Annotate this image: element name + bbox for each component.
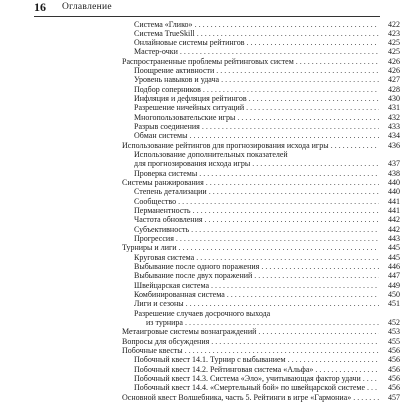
toc-entry — [122, 150, 400, 159]
toc-entry — [122, 327, 400, 336]
toc-entry — [122, 243, 400, 252]
toc-entry-title: Частота обновления . . . — [122, 215, 379, 224]
table-of-contents — [122, 20, 400, 402]
toc-entry-title: Многопользовательские игры . . . — [122, 113, 379, 122]
toc-entry-title: Швейцарская система . . . — [122, 281, 379, 290]
toc-entry-title: Основной квест Волшебника, часть 5. Рейтинги в игре «Гармониа» . . . — [122, 393, 379, 402]
toc-entry-title: Комбинированная система . . . — [122, 290, 379, 299]
toc-entry-title: Использование дополнительных показателей — [134, 150, 288, 160]
toc-entry-title: для прогнозирования исхода игры . . . — [122, 159, 379, 168]
toc-entry — [122, 318, 400, 327]
toc-entry — [122, 262, 400, 271]
toc-entry — [122, 281, 400, 290]
toc-entry — [122, 113, 400, 122]
toc-entry-page: 432 — [388, 112, 400, 122]
toc-entry-title: Система «Глико» . . . — [122, 20, 379, 29]
toc-entry-title: Инфляция и дефляция рейтингов . . . — [122, 94, 379, 103]
toc-entry-title: из турнира . . . — [122, 318, 379, 327]
toc-entry-title: Разрешение случаев досрочного выхода — [134, 308, 271, 318]
toc-entry-page: 440 — [388, 178, 400, 188]
toc-entry-title: Уровень навыков и удача . . . — [122, 75, 379, 84]
toc-entry-page: 456 — [388, 355, 400, 365]
toc-entry-title: Мастер-очки . . . — [122, 47, 379, 56]
toc-entry — [122, 131, 400, 140]
toc-entry — [122, 225, 400, 234]
toc-entry-page: 423 — [388, 28, 400, 38]
toc-entry — [122, 253, 400, 262]
toc-entry-page: 456 — [388, 383, 400, 393]
toc-entry — [122, 169, 400, 178]
toc-entry-title: Подбор соперников . . . — [122, 85, 379, 94]
toc-entry-page: 456 — [388, 345, 400, 355]
toc-entry-page: 456 — [388, 373, 400, 383]
toc-entry-title: Разрыв соединения . . . — [122, 122, 379, 131]
toc-entry-page: 445 — [388, 243, 400, 253]
toc-entry-page: 441 — [388, 196, 400, 206]
toc-entry — [122, 346, 400, 355]
toc-entry — [122, 383, 400, 392]
toc-entry — [122, 20, 400, 29]
toc-entry-title: Система TrueSkill . . . — [122, 29, 379, 38]
toc-entry-page: 425 — [388, 38, 400, 48]
toc-entry — [122, 393, 400, 402]
toc-entry-page: 447 — [388, 271, 400, 281]
toc-entry — [122, 141, 400, 150]
toc-entry-page: 436 — [388, 140, 400, 150]
toc-entry-title: Онлайновые системы рейтингов . . . — [122, 38, 379, 47]
toc-entry-title: Проверка системы . . . — [122, 169, 379, 178]
toc-entry-page: 445 — [388, 252, 400, 262]
toc-entry — [122, 38, 400, 47]
toc-entry-page: 428 — [388, 84, 400, 94]
toc-entry-page: 451 — [388, 299, 400, 309]
toc-entry — [122, 271, 400, 280]
toc-entry-title: Системы ранжирования . . . — [122, 178, 379, 187]
toc-entry-title: Вопросы для обсуждения . . . — [122, 337, 379, 346]
toc-entry-title: Прогрессия . . . — [122, 234, 379, 243]
toc-entry-page: 442 — [388, 215, 400, 225]
toc-entry — [122, 374, 400, 383]
toc-entry-page: 427 — [388, 75, 400, 85]
toc-entry-page: 456 — [388, 364, 400, 374]
toc-entry-title: Побочный квест 14.4. «Смертельный бой» по швейцарской системе . . . — [122, 383, 379, 392]
toc-entry-page: 450 — [388, 290, 400, 300]
toc-entry-page: 440 — [388, 187, 400, 197]
toc-entry — [122, 85, 400, 94]
toc-entry — [122, 47, 400, 56]
toc-entry-title: Выбывание после двух поражений . . . — [122, 271, 379, 280]
running-title: Оглавление — [62, 2, 112, 12]
toc-entry-page: 446 — [388, 262, 400, 272]
toc-entry — [122, 57, 400, 66]
toc-entry — [122, 122, 400, 131]
toc-entry-title: Использование рейтингов для прогнозирования исхода игры . . . — [122, 141, 379, 150]
toc-entry — [122, 355, 400, 364]
toc-entry-title: Лиги и сезоны . . . — [122, 299, 379, 308]
toc-entry-title: Побочный квест 14.3. Система «Эло», учитывающая фактор удачи . . . — [122, 374, 379, 383]
toc-entry-page: 453 — [388, 327, 400, 337]
toc-entry — [122, 94, 400, 103]
toc-entry-page: 449 — [388, 280, 400, 290]
toc-entry-title: Побочный квест 14.2. Рейтинговая система «Альфа» . . . — [122, 365, 379, 374]
toc-entry-page: 441 — [388, 206, 400, 216]
toc-entry-title: Степень детализации . . . — [122, 187, 379, 196]
page-number: 16 — [34, 0, 46, 14]
toc-entry-page: 425 — [388, 47, 400, 57]
toc-entry-page: 442 — [388, 224, 400, 234]
toc-entry-page: 452 — [388, 318, 400, 327]
toc-entry-title: Поощрение активности . . . — [122, 66, 379, 75]
toc-entry — [122, 290, 400, 299]
toc-entry-title: Побочный квест 14.1. Турнир с выбыванием . . . — [122, 355, 379, 364]
toc-entry-title: Круговая система . . . — [122, 253, 379, 262]
toc-entry-page: 438 — [388, 168, 400, 178]
toc-entry — [122, 75, 400, 84]
toc-entry-title: Побочные квесты . . . — [122, 346, 379, 355]
toc-entry-page: 433 — [388, 122, 400, 132]
toc-entry — [122, 337, 400, 346]
toc-entry — [122, 206, 400, 215]
toc-entry-page: 426 — [388, 56, 400, 66]
toc-entry — [122, 29, 400, 38]
toc-entry — [122, 66, 400, 75]
toc-entry-page: 455 — [388, 336, 400, 346]
toc-entry-page: 431 — [388, 103, 400, 113]
toc-entry-title: Выбывание после одного поражения . . . — [122, 262, 379, 271]
toc-entry-title: Распространенные проблемы рейтинговых систем . . . — [122, 57, 379, 66]
toc-entry — [122, 365, 400, 374]
toc-entry-title: Разрешение ничейных ситуаций . . . — [122, 103, 379, 112]
toc-entry-title: Турниры и лиги . . . — [122, 243, 379, 252]
toc-entry-page: 426 — [388, 66, 400, 76]
toc-entry — [122, 197, 400, 206]
toc-entry-page: 443 — [388, 234, 400, 244]
toc-entry-page: 457 — [388, 392, 400, 402]
toc-entry — [122, 234, 400, 243]
toc-entry-title: Перманентность . . . — [122, 206, 379, 215]
toc-entry-page: 434 — [388, 131, 400, 141]
toc-entry-page: 437 — [388, 159, 400, 169]
toc-entry-page: 430 — [388, 94, 400, 104]
toc-entry-title: Сообщество . . . — [122, 197, 379, 206]
toc-entry — [122, 309, 400, 318]
toc-entry — [122, 159, 400, 168]
page-header — [34, 0, 380, 17]
toc-entry — [122, 187, 400, 196]
toc-entry-title: Обман системы . . . — [122, 131, 379, 140]
toc-entry — [122, 103, 400, 112]
toc-entry-page: 422 — [388, 19, 400, 29]
toc-entry — [122, 299, 400, 308]
toc-entry — [122, 178, 400, 187]
toc-entry-title: Субъективность . . . — [122, 225, 379, 234]
toc-entry-title: Метаигровые системы вознаграждений . . . — [122, 327, 379, 336]
toc-entry — [122, 215, 400, 224]
